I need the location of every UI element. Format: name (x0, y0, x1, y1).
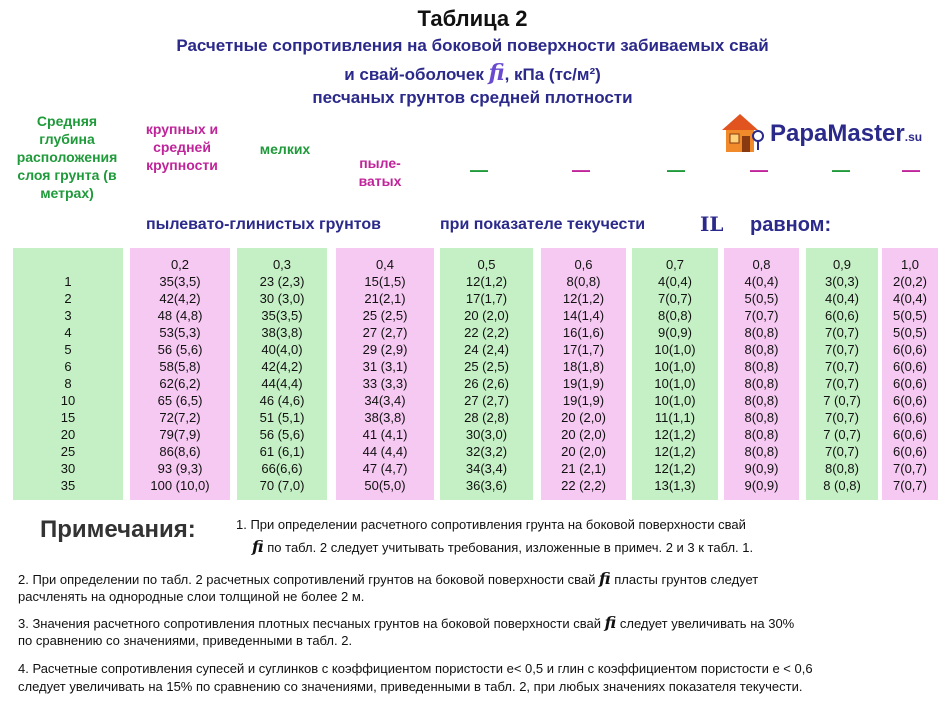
depth-cell: 6 (64, 359, 72, 374)
value-cell: 30(3,0) (465, 427, 508, 442)
value-cell: 34(3,4) (465, 461, 508, 476)
value-cell: 40(4,0) (261, 342, 303, 357)
papamaster-logo (718, 110, 928, 155)
value-cell: 34(3,4) (364, 393, 406, 408)
value-cell: 20 (2,0) (561, 427, 606, 442)
depth-cell: 1 (64, 274, 72, 289)
depth-cell: 3 (64, 308, 72, 323)
value-cell: 58(5,8) (159, 359, 201, 374)
value-cell: 7 (0,7) (823, 393, 861, 408)
value-cell: 17(1,7) (562, 342, 605, 357)
il-column (632, 248, 718, 500)
il-column (237, 248, 327, 500)
value-cell: 61 (6,1) (259, 444, 305, 459)
subtitle-line-1: Расчетные сопротивления на боковой поверхности забиваемых свай (176, 36, 769, 55)
note-1-line-2-text: по табл. 2 следует учитывать требования, изложенные в примеч. 2 и 3 к табл. 1. (267, 540, 754, 555)
value-cell: 9(0,9) (744, 461, 779, 476)
value-cell: 19(1,9) (562, 376, 605, 391)
notes-heading: Примечания: (40, 516, 196, 543)
value-cell: 8(0,8) (744, 342, 779, 357)
value-cell: 7(0,7) (825, 342, 859, 357)
note-2-line-1 (18, 570, 758, 589)
dash-green-3: — (832, 160, 850, 180)
value-cell: 15(1,5) (364, 274, 406, 289)
fi-symbol: fi (488, 60, 505, 86)
value-cell: 12(1,2) (654, 427, 696, 442)
fine-sand-header: мелких (259, 141, 311, 157)
value-cell: 35(3,5) (159, 274, 201, 289)
subtitle-line-2 (0, 60, 945, 86)
depth-cell: 20 (60, 427, 76, 442)
value-cell: 12(1,2) (654, 444, 696, 459)
value-cell: 86(8,6) (159, 444, 201, 459)
il-column-header: 0,9 (832, 257, 852, 272)
value-cell: 10(1,0) (654, 342, 696, 357)
value-cell: 8(0,8) (744, 410, 779, 425)
il-line-left: пылевато-глинистых грунтов (146, 216, 381, 233)
depth-header: Средняя глубина расположения слоя грунта (в метрах) (16, 113, 118, 201)
value-cell: 4(0,4) (893, 291, 927, 306)
value-cell: 27 (2,7) (464, 393, 509, 408)
value-cell: 9(0,9) (744, 478, 779, 493)
il-column (541, 248, 626, 500)
value-cell: 6(0,6) (893, 444, 927, 459)
il-column-header: 0,8 (752, 257, 771, 272)
value-cell: 8(0,8) (825, 461, 859, 476)
value-cell: 21(2,1) (364, 291, 406, 306)
value-cell: 62(6,2) (159, 376, 201, 391)
value-cell: 3(0,3) (825, 274, 859, 289)
value-cell: 7(0,7) (893, 461, 927, 476)
value-cell: 35(3,5) (261, 308, 303, 323)
value-cell: 56 (5,6) (157, 342, 203, 357)
value-cell: 6(0,6) (893, 342, 927, 357)
value-cell: 8(0,8) (744, 359, 779, 374)
il-column-header: 1,0 (900, 257, 920, 272)
il-column (336, 248, 434, 500)
dash-magenta-2: — (750, 160, 768, 180)
value-cell: 8(0,8) (658, 308, 692, 323)
value-cell: 7(0,7) (658, 291, 692, 306)
depth-cell: 25 (60, 444, 76, 459)
dash-green-2: — (667, 160, 685, 180)
il-column-header: 0,6 (574, 257, 593, 272)
value-cell: 100 (10,0) (150, 478, 210, 493)
value-cell: 38(3,8) (364, 410, 406, 425)
value-cell: 24 (2,4) (464, 342, 509, 357)
value-cell: 4(0,4) (658, 274, 692, 289)
il-column (130, 248, 230, 500)
value-cell: 8(0,8) (744, 444, 779, 459)
il-symbol: IL (700, 212, 724, 236)
value-cell: 47 (4,7) (362, 461, 408, 476)
value-cell: 21 (2,1) (561, 461, 606, 476)
il-column-header: 0,3 (272, 257, 292, 272)
il-column-header: 0,5 (477, 257, 496, 272)
value-cell: 23 (2,3) (259, 274, 305, 289)
value-cell: 30 (3,0) (259, 291, 305, 306)
value-cell: 11(1,1) (654, 410, 696, 425)
value-cell: 7(0,7) (825, 359, 859, 374)
subtitle-line-2-pre: и свай-оболочек (344, 65, 484, 84)
il-line-mid: при показателе текучести (440, 216, 646, 233)
value-cell: 42(4,2) (159, 291, 201, 306)
value-cell: 16(1,6) (562, 325, 605, 340)
value-cell: 12(1,2) (562, 291, 605, 306)
value-cell: 2(0,2) (893, 274, 927, 289)
value-cell: 56 (5,6) (259, 427, 305, 442)
value-cell: 65 (6,5) (157, 393, 203, 408)
depth-cell: 8 (64, 376, 72, 391)
note-4-line-2: следует увеличивать на 15% по сравнению со значениями, приведенными в табл. 2, при любых значениях показателя текучести. (18, 679, 803, 694)
value-cell: 4(0,4) (744, 274, 779, 289)
note-3-line-2: по сравнению со значениями, приведенными в табл. 2. (18, 633, 353, 648)
value-cell: 20 (2,0) (561, 444, 606, 459)
value-cell: 8(0,8) (744, 376, 779, 391)
depth-head-spacer (13, 248, 123, 273)
value-cell: 12(1,2) (465, 274, 508, 289)
depth-cell: 2 (64, 291, 72, 306)
value-cell: 6(0,6) (893, 393, 927, 408)
value-cell: 8(0,8) (566, 274, 601, 289)
value-cell: 7(0,7) (893, 478, 927, 493)
logo-master: Master (827, 120, 905, 147)
silty-sand-header: пыле-ватых (358, 155, 402, 189)
depth-cell: 35 (60, 478, 76, 493)
value-cell: 8(0,8) (744, 393, 779, 408)
depth-cell: 30 (60, 461, 76, 476)
value-cell: 6(0,6) (893, 376, 927, 391)
page-title: Таблица 2 (417, 6, 528, 31)
value-cell: 27 (2,7) (362, 325, 408, 340)
value-cell: 32(3,2) (465, 444, 508, 459)
il-column-header: 0,2 (170, 257, 190, 272)
value-cell: 8 (0,8) (823, 478, 861, 493)
value-cell: 9(0,9) (658, 325, 692, 340)
note-2-line-1-post: пласты грунтов следует (614, 572, 759, 587)
value-cell: 33 (3,3) (362, 376, 408, 391)
logo-papa: Papa (770, 120, 828, 147)
dash-magenta-3: — (902, 160, 920, 180)
value-cell: 20 (2,0) (464, 308, 509, 323)
coarse-sand-header: крупных и средней крупности (145, 121, 219, 173)
note-3-line-1-post: следует увеличивать на 30% (619, 616, 795, 631)
value-cell: 12(1,2) (654, 461, 696, 476)
il-column-header: 0,4 (375, 257, 395, 272)
fi-symbol-note-1: fi (252, 537, 264, 556)
value-cell: 41 (4,1) (362, 427, 408, 442)
value-cell: 6(0,6) (825, 308, 859, 323)
note-3-line-1-text: 3. Значения расчетного сопротивления плотных песчаных грунтов на боковой поверхности свай (18, 616, 601, 631)
value-cell: 22 (2,2) (561, 478, 606, 493)
value-cell: 6(0,6) (893, 427, 927, 442)
value-cell: 25 (2,5) (464, 359, 509, 374)
value-cell: 5(0,5) (893, 325, 927, 340)
note-1-line-2 (252, 538, 753, 557)
il-column (806, 248, 878, 500)
value-cell: 8(0,8) (744, 427, 779, 442)
value-cell: 25 (2,5) (362, 308, 408, 323)
note-2-line-2: расчленять на однородные слои толщиной не более 2 м. (18, 589, 365, 604)
value-cell: 50(5,0) (364, 478, 406, 493)
subtitle-line-2-post: , кПа (тс/м²) (504, 65, 601, 84)
value-cell: 7(0,7) (744, 308, 779, 323)
value-cell: 46 (4,6) (259, 393, 305, 408)
depth-cell: 5 (64, 342, 72, 357)
value-cell: 8(0,8) (744, 325, 779, 340)
note-1-line-1: 1. При определении расчетного сопротивления грунта на боковой поверхности свай (236, 517, 746, 532)
value-cell: 13(1,3) (654, 478, 696, 493)
il-column (882, 248, 938, 500)
value-cell: 36(3,6) (465, 478, 508, 493)
value-cell: 14(1,4) (562, 308, 605, 323)
value-cell: 93 (9,3) (157, 461, 203, 476)
value-cell: 44(4,4) (261, 376, 303, 391)
value-cell: 29 (2,9) (362, 342, 408, 357)
il-column-header: 0,7 (665, 257, 685, 272)
value-cell: 70 (7,0) (259, 478, 305, 493)
il-column (440, 248, 533, 500)
value-cell: 7(0,7) (825, 410, 859, 425)
value-cell: 10(1,0) (654, 393, 696, 408)
value-cell: 53(5,3) (159, 325, 201, 340)
value-cell: 5(0,5) (893, 308, 927, 323)
value-cell: 10(1,0) (654, 376, 696, 391)
value-cell: 6(0,6) (893, 359, 927, 374)
value-cell: 44 (4,4) (362, 444, 408, 459)
logo-su: .su (904, 130, 923, 144)
fi-symbol-note-3: fi (604, 613, 617, 632)
value-cell: 17(1,7) (465, 291, 508, 306)
value-cell: 7(0,7) (825, 376, 859, 391)
value-cell: 31 (3,1) (362, 359, 408, 374)
value-cell: 5(0,5) (744, 291, 779, 306)
value-cell: 19(1,9) (562, 393, 605, 408)
value-cell: 20 (2,0) (561, 410, 606, 425)
dash-magenta-1: — (572, 160, 590, 180)
value-cell: 42(4,2) (261, 359, 303, 374)
value-cell: 51 (5,1) (259, 410, 305, 425)
depth-cell: 10 (60, 393, 76, 408)
note-4-line-1: 4. Расчетные сопротивления супесей и суглинков с коэффициентом пористости е< 0,5 и глин с коэффициентом пористости е < 0,6 (18, 661, 813, 676)
value-cell: 48 (4,8) (157, 308, 203, 323)
depth-cell: 4 (64, 325, 72, 340)
value-cell: 7 (0,7) (823, 427, 861, 442)
value-cell: 18(1,8) (562, 359, 605, 374)
depth-column (13, 248, 123, 500)
value-cell: 72(7,2) (159, 410, 201, 425)
value-cell: 6(0,6) (893, 410, 927, 425)
value-cell: 7(0,7) (825, 444, 859, 459)
value-cell: 79(7,9) (159, 427, 201, 442)
value-cell: 28 (2,8) (464, 410, 509, 425)
fi-symbol-note-2: fi (598, 569, 611, 588)
il-line-right: равном: (750, 214, 832, 236)
note-2-line-1-text: 2. При определении по табл. 2 расчетных сопротивлений грунтов на боковой поверхности свай (18, 572, 596, 587)
house-icon (718, 110, 766, 154)
value-cell: 4(0,4) (825, 291, 859, 306)
dash-green-1: — (470, 160, 488, 180)
il-column (724, 248, 799, 500)
value-cell: 26 (2,6) (464, 376, 509, 391)
value-cell: 22 (2,2) (464, 325, 509, 340)
value-cell: 38(3,8) (261, 325, 303, 340)
subtitle-line-3: песчаных грунтов средней плотности (312, 88, 633, 107)
note-3-line-1 (18, 614, 794, 633)
value-cell: 7(0,7) (825, 325, 859, 340)
depth-cell: 15 (60, 410, 76, 425)
value-cell: 66(6,6) (261, 461, 303, 476)
value-cell: 10(1,0) (654, 359, 696, 374)
